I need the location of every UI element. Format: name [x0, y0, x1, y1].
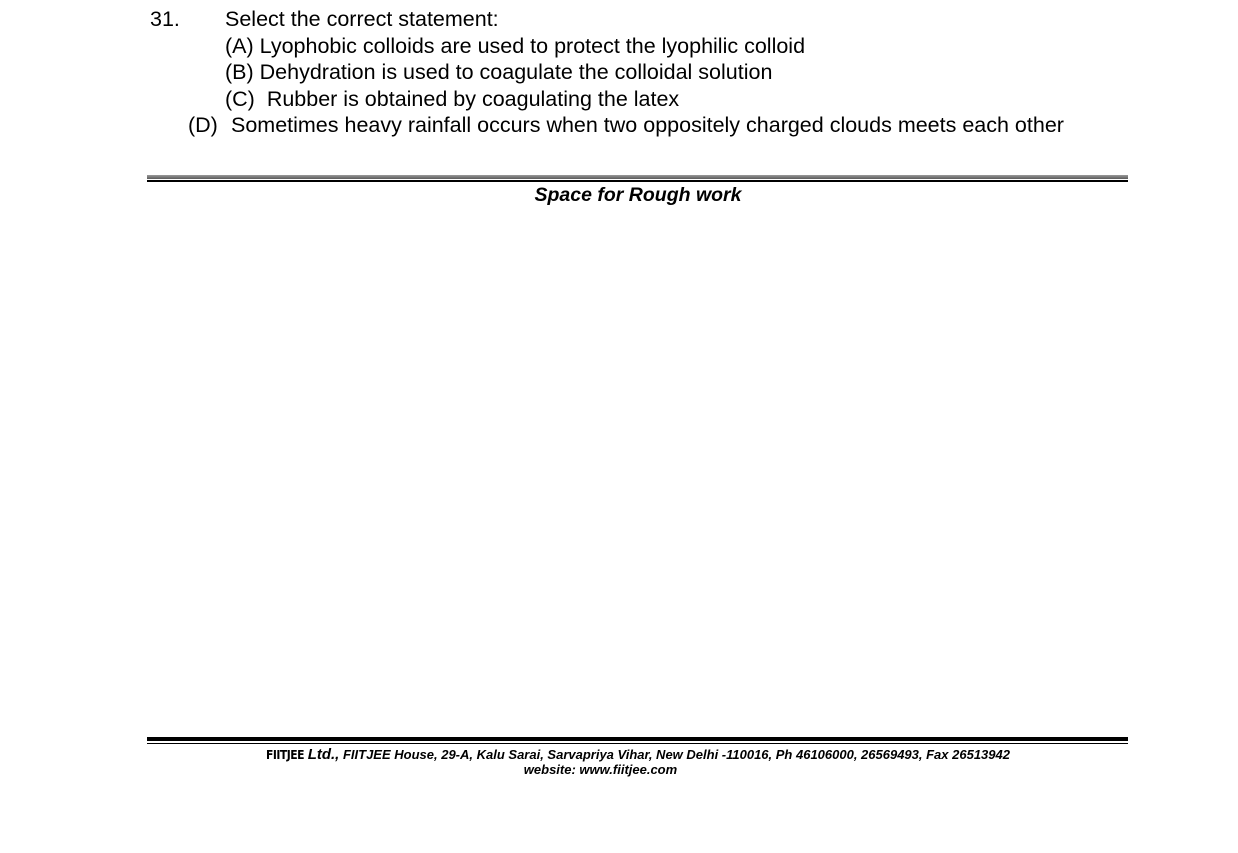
option-a-label: (A) [225, 33, 254, 58]
footer-ltd: Ltd., [307, 746, 340, 763]
question-stem: Select the correct statement: [225, 7, 499, 31]
question-number: 31. [150, 7, 180, 31]
option-b-label: (B) [225, 60, 254, 84]
option-a-text: Lyophobic colloids are used to protect the lyophilic colloid [259, 33, 806, 58]
top-divider [147, 175, 1128, 183]
option-d-text: Sometimes heavy rainfall occurs when two oppositely charged clouds meets each other [230, 113, 1064, 137]
footer-brand: FIITJEE [266, 748, 305, 762]
option-b [150, 59, 1130, 86]
option-d: (D) Sometimes heavy rainfall occurs when two oppositely charged clouds meets each other [188, 113, 1064, 137]
option-a [150, 33, 1130, 60]
bottom-divider [147, 737, 1128, 744]
option-c-label: (C) [225, 86, 255, 111]
top-divider-thin [147, 180, 1128, 182]
rough-work-label: Space for Rough work [534, 184, 742, 206]
question-header [150, 6, 1130, 33]
question-block [150, 6, 1130, 139]
footer-address-line [0, 746, 1238, 763]
option-c-text: Rubber is obtained by coagulating the latex [266, 86, 680, 111]
footer-website: website: www.fiitjee.com [523, 762, 678, 777]
top-divider-thick [147, 175, 1128, 179]
bottom-divider-thick [147, 737, 1128, 741]
option-b-text: Dehydration is used to coagulate the colloidal solution [259, 60, 773, 84]
bottom-divider-thin [147, 743, 1128, 744]
option-c [150, 86, 1130, 113]
footer-address: FIITJEE House, 29-A, Kalu Sarai, Sarvapriya Vihar, New Delhi -110016, Ph 46106000, 26569493, Fax 26513942 [342, 747, 1010, 762]
